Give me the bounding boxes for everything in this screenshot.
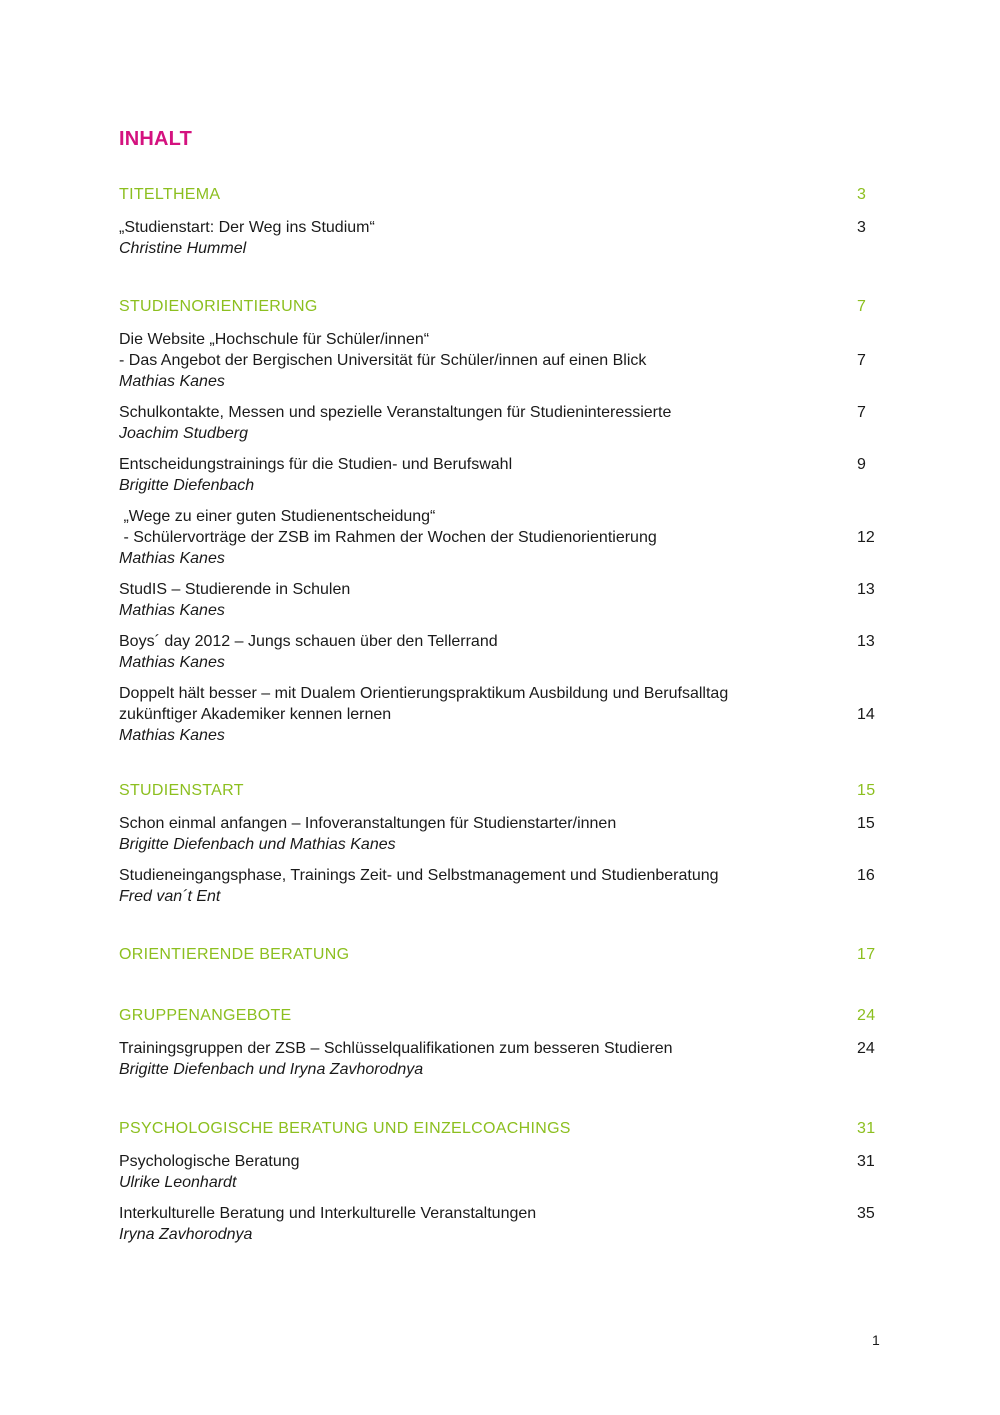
entry-page-number: 9 (857, 456, 866, 473)
entry-title-line: Psychologische Beratung (119, 1153, 300, 1170)
toc-section-titelthema (119, 186, 879, 259)
toc-entry (119, 506, 879, 569)
toc-section-psychologische-beratung (119, 1120, 879, 1245)
entry-title-line: Trainingsgruppen der ZSB – Schlüsselqualifikationen zum besseren Studieren (119, 1040, 673, 1057)
entry-page-number: 16 (857, 867, 875, 884)
entry-author: Ulrike Leonhardt (119, 1174, 237, 1191)
toc-entry (119, 813, 879, 855)
entry-author: Mathias Kanes (119, 550, 225, 567)
page-title: INHALT (119, 128, 193, 150)
section-heading (119, 298, 879, 320)
page-number: 1 (872, 1332, 880, 1348)
entry-title-line: „Studienstart: Der Weg ins Studium“ (119, 219, 375, 236)
section-page-number: 7 (857, 298, 867, 315)
entry-author: Brigitte Diefenbach (119, 477, 255, 494)
toc-entry (119, 402, 879, 444)
entry-page-number: 3 (857, 219, 866, 236)
entry-title-line: - Schülervorträge der ZSB im Rahmen der Wochen der Studienorientierung (119, 529, 657, 546)
toc-entry (119, 1203, 879, 1245)
section-title: STUDIENORIENTIERUNG (119, 298, 318, 315)
entry-title-line: „Wege zu einer guten Studienentscheidung“ (119, 508, 436, 525)
toc-entry (119, 454, 879, 496)
entry-author: Mathias Kanes (119, 602, 225, 619)
entry-page-number: 13 (857, 633, 875, 650)
toc-entry (119, 579, 879, 621)
toc-entry (119, 1151, 879, 1193)
entry-author: Brigitte Diefenbach und Iryna Zavhorodnya (119, 1061, 424, 1078)
section-title: TITELTHEMA (119, 186, 221, 203)
section-title: GRUPPENANGEBOTE (119, 1007, 292, 1024)
entry-page-number: 7 (857, 352, 866, 369)
entry-page-number: 12 (857, 529, 875, 546)
entry-title-line: - Das Angebot der Bergischen Universität für Schüler/innen auf einen Blick (119, 352, 647, 369)
entry-title-line: StudIS – Studierende in Schulen (119, 581, 351, 598)
entry-title-line: Boys´ day 2012 – Jungs schauen über den Tellerrand (119, 633, 498, 650)
toc-section-studienorientierung (119, 298, 879, 746)
entry-title-line: Interkulturelle Beratung und Interkulturelle Veranstaltungen (119, 1205, 537, 1222)
entry-page-number: 24 (857, 1040, 875, 1057)
section-heading (119, 1007, 879, 1029)
entry-page-number: 13 (857, 581, 875, 598)
toc-entry (119, 631, 879, 673)
entry-title-line: Schon einmal anfangen – Infoveranstaltungen für Studienstarter/innen (119, 815, 617, 832)
section-page-number: 3 (857, 186, 867, 203)
entry-author: Mathias Kanes (119, 727, 225, 744)
section-heading (119, 782, 879, 804)
entry-page-number: 35 (857, 1205, 875, 1222)
entry-title-line: zukünftiger Akademiker kennen lernen (119, 706, 392, 723)
entry-title-line: Entscheidungstrainings für die Studien- und Berufswahl (119, 456, 513, 473)
section-title: STUDIENSTART (119, 782, 244, 799)
entry-title-line: Doppelt hält besser – mit Dualem Orientierungspraktikum Ausbildung und Berufsalltag (119, 685, 729, 702)
section-title: ORIENTIERENDE BERATUNG (119, 946, 350, 963)
entry-author: Joachim Studberg (119, 425, 248, 442)
entry-author: Mathias Kanes (119, 654, 225, 671)
toc-section-studienstart (119, 782, 879, 907)
entry-title-line: Die Website „Hochschule für Schüler/innen“ (119, 331, 430, 348)
toc-entry (119, 865, 879, 907)
toc-section-orientierende-beratung (119, 946, 879, 968)
section-title: PSYCHOLOGISCHE BERATUNG UND EINZELCOACHINGS (119, 1120, 571, 1137)
section-page-number: 17 (857, 946, 876, 963)
section-page-number: 24 (857, 1007, 876, 1024)
section-page-number: 15 (857, 782, 876, 799)
entry-page-number: 14 (857, 706, 875, 723)
entry-author: Mathias Kanes (119, 373, 225, 390)
entry-author: Iryna Zavhorodnya (119, 1226, 253, 1243)
toc-entry (119, 217, 879, 259)
entry-title-line: Studieneingangsphase, Trainings Zeit- und Selbstmanagement und Studienberatung (119, 867, 719, 884)
entry-title-line: Schulkontakte, Messen und spezielle Veranstaltungen für Studieninteressierte (119, 404, 672, 421)
toc-entry (119, 329, 879, 392)
section-heading (119, 186, 879, 208)
entry-author: Fred van´t Ent (119, 888, 221, 905)
entry-page-number: 7 (857, 404, 866, 421)
toc-section-gruppenangebote (119, 1007, 879, 1080)
entry-author: Christine Hummel (119, 240, 247, 257)
entry-author: Brigitte Diefenbach und Mathias Kanes (119, 836, 396, 853)
entry-page-number: 31 (857, 1153, 875, 1170)
toc-entry (119, 683, 879, 746)
toc-entry (119, 1038, 879, 1080)
entry-page-number: 15 (857, 815, 875, 832)
section-heading (119, 1120, 879, 1142)
section-heading (119, 946, 879, 968)
section-page-number: 31 (857, 1120, 876, 1137)
